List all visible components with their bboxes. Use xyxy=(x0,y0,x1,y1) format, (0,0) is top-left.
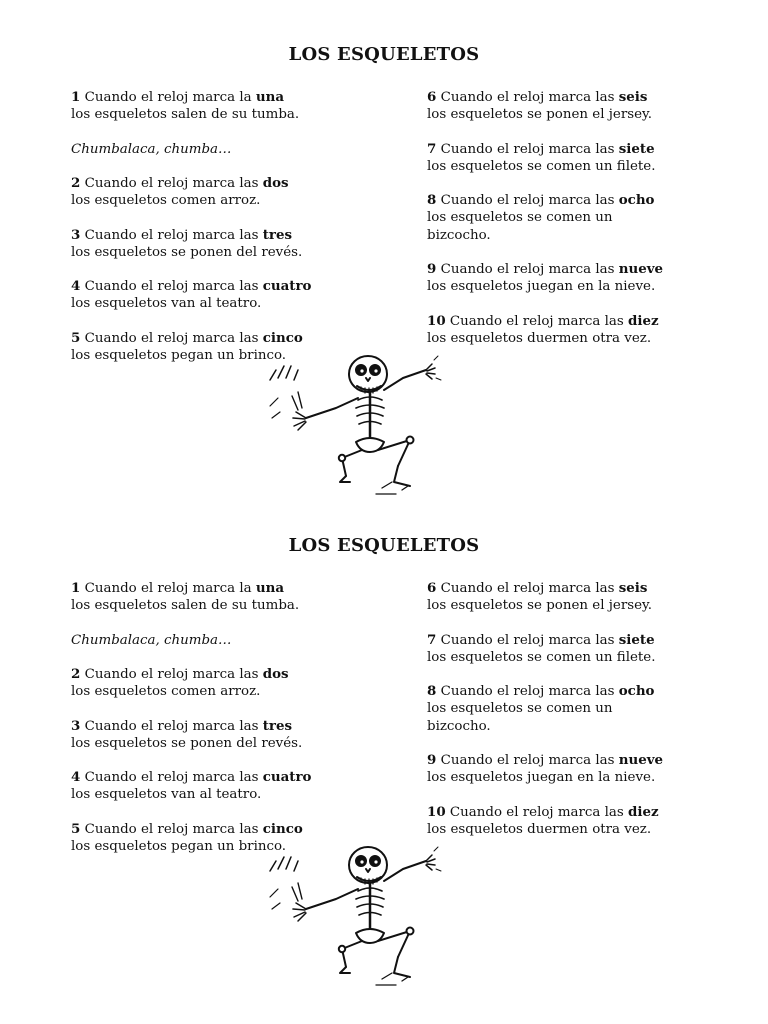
song-sheet-2 xyxy=(0,491,768,983)
dancing-skeleton-illustration xyxy=(258,839,448,989)
stanza-number: 9 xyxy=(427,751,437,768)
stanza-8 xyxy=(427,192,727,244)
stanza-lead: Cuando el reloj marca la xyxy=(84,90,252,105)
stanza-line-2: los esqueletos pegan un brinco. xyxy=(71,838,287,854)
stanza-2 xyxy=(71,175,411,209)
stanza-lead: Cuando el reloj marca las xyxy=(449,804,624,820)
stanza-number: 9 xyxy=(427,260,437,277)
stanza-lead: Cuando el reloj marca las xyxy=(84,821,259,837)
chorus: Chumbalaca, chumba… xyxy=(71,632,232,648)
stanza-line-2: los esqueletos van al teatro. xyxy=(71,296,262,312)
song-title: LOS ESQUELETOS xyxy=(288,44,480,65)
stanza-number: 8 xyxy=(427,192,437,209)
left-column xyxy=(71,89,411,381)
stanza-number: 6 xyxy=(427,89,437,105)
stanza-number: 3 xyxy=(71,717,81,734)
stanza-9 xyxy=(427,261,727,295)
stanza-hour: ocho xyxy=(618,683,655,700)
stanza-hour: cinco xyxy=(262,820,303,837)
stanza-number: 5 xyxy=(71,329,81,346)
stanza-lead: Cuando el reloj marca las xyxy=(440,141,615,157)
stanza-line-2: los esqueletos comen arroz. xyxy=(71,193,261,209)
stanza-line-2: los esqueletos van al teatro. xyxy=(71,787,262,803)
stanza-number: 7 xyxy=(427,631,437,648)
stanza-lead: Cuando el reloj marca las xyxy=(84,227,259,243)
stanza-line-2: los esqueletos comen arroz. xyxy=(71,684,261,700)
stanza-hour: nueve xyxy=(618,751,664,768)
stanza-hour: diez xyxy=(628,803,659,820)
stanza-lead: Cuando el reloj marca las xyxy=(449,313,624,329)
stanza-number: 4 xyxy=(71,278,81,295)
stanza-hour: tres xyxy=(262,226,293,243)
stanza-line-2: los esqueletos duermen otra vez. xyxy=(427,330,652,346)
stanza-hour: dos xyxy=(262,665,289,682)
stanza-7 xyxy=(427,632,727,666)
stanza-line-2: los esqueletos se comen un xyxy=(427,210,613,226)
stanza-hour: seis xyxy=(618,89,648,105)
stanza-lead: Cuando el reloj marca las xyxy=(440,581,615,596)
stanza-3 xyxy=(71,718,411,752)
stanza-lead: Cuando el reloj marca las xyxy=(84,330,259,346)
stanza-line-2: los esqueletos se comen un filete. xyxy=(427,158,656,174)
stanza-line-3: bizcocho. xyxy=(427,227,491,243)
stanza-hour: cuatro xyxy=(262,769,312,786)
stanza-lead: Cuando el reloj marca la xyxy=(84,581,252,596)
stanza-line-2: los esqueletos se ponen el jersey. xyxy=(427,107,653,123)
stanza-line-2: los esqueletos juegan en la nieve. xyxy=(427,770,656,786)
stanza-lead: Cuando el reloj marca las xyxy=(84,770,259,786)
stanza-lead: Cuando el reloj marca las xyxy=(84,666,259,682)
stanza-hour: seis xyxy=(618,580,648,596)
stanza-lead: Cuando el reloj marca las xyxy=(440,684,615,700)
stanza-1 xyxy=(71,89,411,123)
song-sheet-1 xyxy=(0,0,768,492)
stanza-hour: nueve xyxy=(618,260,664,277)
stanza-10 xyxy=(427,313,727,347)
stanza-number: 6 xyxy=(427,580,437,596)
stanza-2 xyxy=(71,666,411,700)
stanza-9 xyxy=(427,752,727,786)
stanza-hour: ocho xyxy=(618,192,655,209)
stanza-hour: cuatro xyxy=(262,278,312,295)
stanza-line-2: los esqueletos pegan un brinco. xyxy=(71,347,287,363)
stanza-hour: siete xyxy=(618,631,655,648)
stanza-number: 10 xyxy=(427,312,446,329)
stanza-1 xyxy=(71,580,411,614)
song-title: LOS ESQUELETOS xyxy=(288,535,480,556)
stanza-lead: Cuando el reloj marca las xyxy=(440,752,615,768)
stanza-number: 1 xyxy=(71,89,81,105)
stanza-line-2: los esqueletos salen de su tumba. xyxy=(71,107,300,123)
stanza-number: 8 xyxy=(427,683,437,700)
stanza-hour: tres xyxy=(262,717,293,734)
stanza-7 xyxy=(427,141,727,175)
stanza-8 xyxy=(427,683,727,735)
stanza-4 xyxy=(71,278,411,312)
stanza-6 xyxy=(427,89,727,123)
stanza-line-3: bizcocho. xyxy=(427,718,491,734)
stanza-number: 5 xyxy=(71,820,81,837)
stanza-number: 2 xyxy=(71,665,81,682)
stanza-line-2: los esqueletos se ponen el jersey. xyxy=(427,598,653,614)
stanza-3 xyxy=(71,227,411,261)
stanza-lead: Cuando el reloj marca las xyxy=(84,279,259,295)
stanza-line-2: los esqueletos se ponen del revés. xyxy=(71,244,303,260)
stanza-hour: dos xyxy=(262,174,289,191)
stanza-line-2: los esqueletos se ponen del revés. xyxy=(71,735,303,751)
stanza-hour: diez xyxy=(628,312,659,329)
chorus: Chumbalaca, chumba… xyxy=(71,141,232,157)
stanza-lead: Cuando el reloj marca las xyxy=(84,175,259,191)
stanza-lead: Cuando el reloj marca las xyxy=(440,632,615,648)
stanza-number: 2 xyxy=(71,174,81,191)
stanza-lead: Cuando el reloj marca las xyxy=(84,718,259,734)
stanza-4 xyxy=(71,769,411,803)
stanza-line-2: los esqueletos salen de su tumba. xyxy=(71,598,300,614)
stanza-line-2: los esqueletos juegan en la nieve. xyxy=(427,279,656,295)
stanza-hour: siete xyxy=(618,140,655,157)
stanza-number: 7 xyxy=(427,140,437,157)
stanza-number: 1 xyxy=(71,580,81,596)
stanza-hour: una xyxy=(255,89,285,105)
stanza-lead: Cuando el reloj marca las xyxy=(440,90,615,105)
stanza-number: 4 xyxy=(71,769,81,786)
stanza-10 xyxy=(427,804,727,838)
stanza-number: 3 xyxy=(71,226,81,243)
left-column xyxy=(71,580,411,872)
right-column xyxy=(427,580,727,855)
right-column xyxy=(427,89,727,364)
stanza-lead: Cuando el reloj marca las xyxy=(440,261,615,277)
stanza-line-2: los esqueletos duermen otra vez. xyxy=(427,821,652,837)
stanza-number: 10 xyxy=(427,803,446,820)
stanza-hour: cinco xyxy=(262,329,303,346)
stanza-line-2: los esqueletos se comen un xyxy=(427,701,613,717)
stanza-6 xyxy=(427,580,727,614)
stanza-hour: una xyxy=(255,580,285,596)
dancing-skeleton-illustration xyxy=(258,348,448,498)
stanza-lead: Cuando el reloj marca las xyxy=(440,193,615,209)
stanza-line-2: los esqueletos se comen un filete. xyxy=(427,649,656,665)
